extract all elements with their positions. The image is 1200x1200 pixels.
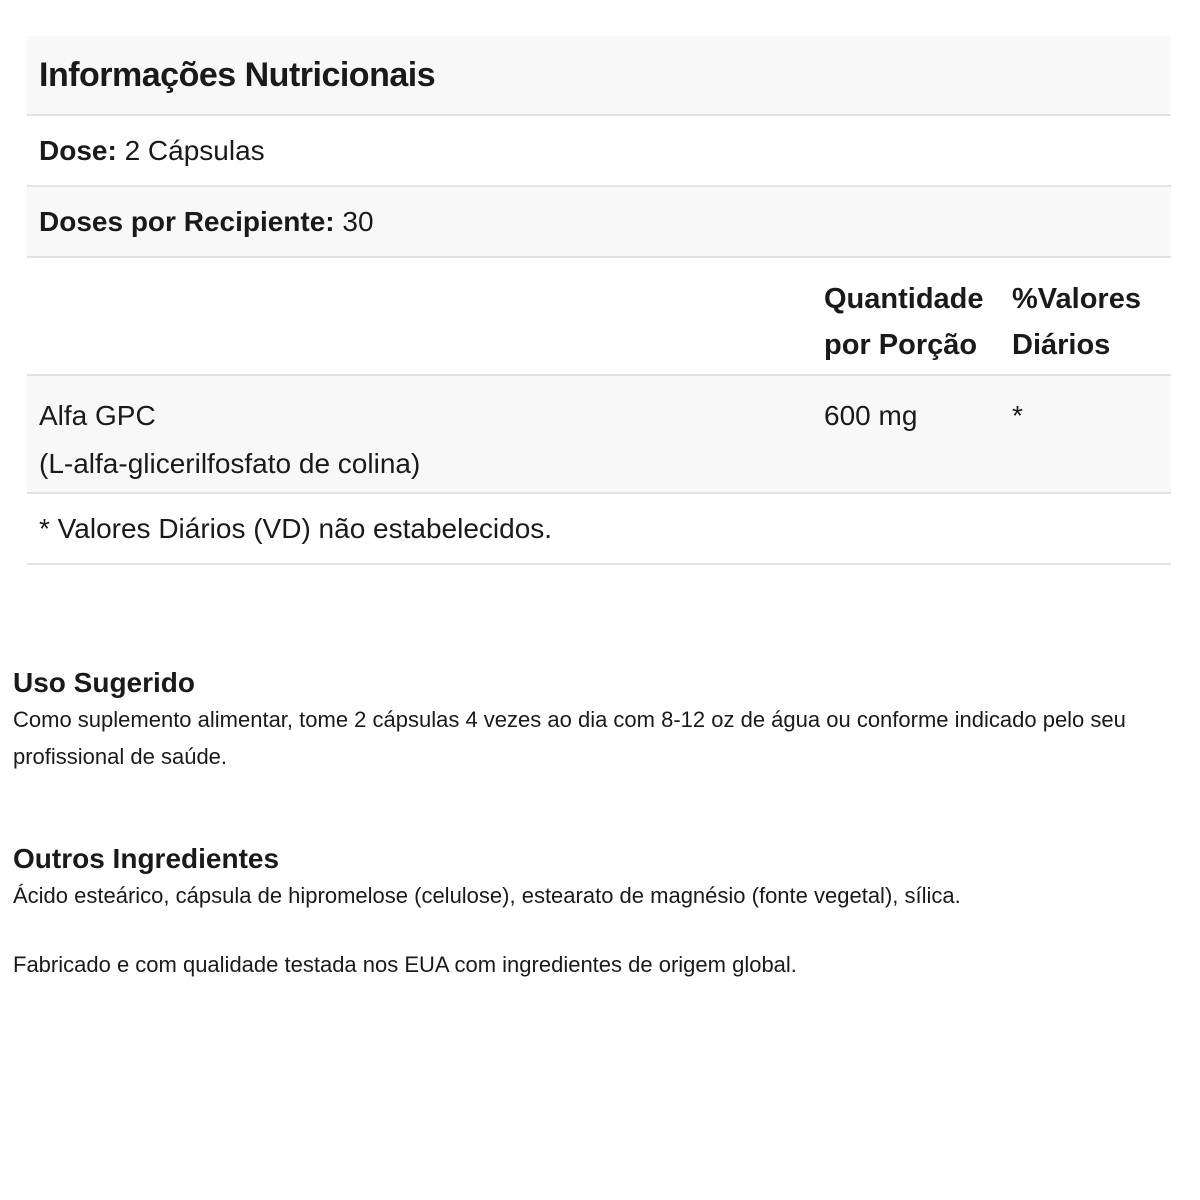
nutrient-name-line2: (L-alfa-glicerilfosfato de colina) [39,448,421,479]
nutrient-dv: * [1012,400,1023,431]
header-dv-line1: %Valores [1012,283,1141,315]
header-amount-line1: Quantidade [824,283,984,315]
doses-per-container-value: 30 [342,205,374,237]
nutrient-name [39,392,824,488]
dose-label: Dose: [39,134,117,166]
header-dv-line2: Diários [1012,329,1111,361]
doses-per-container-label: Doses por Recipiente: [39,205,335,237]
nutrient-amount: 600 mg [824,400,918,431]
header-dv-cell [1012,276,1171,368]
column-header-row [27,258,1171,376]
nutrition-facts-table [27,36,1171,565]
header-amount-line2: por Porção [824,329,978,361]
other-ingredients-section [13,841,1193,914]
footnote: * Valores Diários (VD) não estabelecidos. [39,512,553,544]
header-amount-cell [824,276,1012,368]
dose-row [27,116,1171,187]
nutrient-name-line1: Alfa GPC [39,400,156,431]
facts-title: Informações Nutricionais [39,55,436,94]
facts-title-row [27,36,1171,116]
suggested-use-section [13,665,1193,775]
dose-value: 2 Cápsulas [124,134,265,166]
nutrient-row [27,376,1171,494]
doses-per-container-row [27,187,1171,258]
manufacturing-note: Fabricado e com qualidade testada nos EUA com ingredientes de origem global. [13,952,797,977]
other-ingredients-heading: Outros Ingredientes [13,843,280,874]
suggested-use-heading: Uso Sugerido [13,667,196,698]
footnote-row [27,494,1171,565]
other-ingredients-text: Ácido esteárico, cápsula de hipromelose (celulose), estearato de magnésio (fonte vegetal), sílica. [13,883,961,908]
suggested-use-text: Como suplemento alimentar, tome 2 cápsulas 4 vezes ao dia com 8-12 oz de água ou conforme indicado pelo seu profissional de saúde. [13,707,1126,769]
